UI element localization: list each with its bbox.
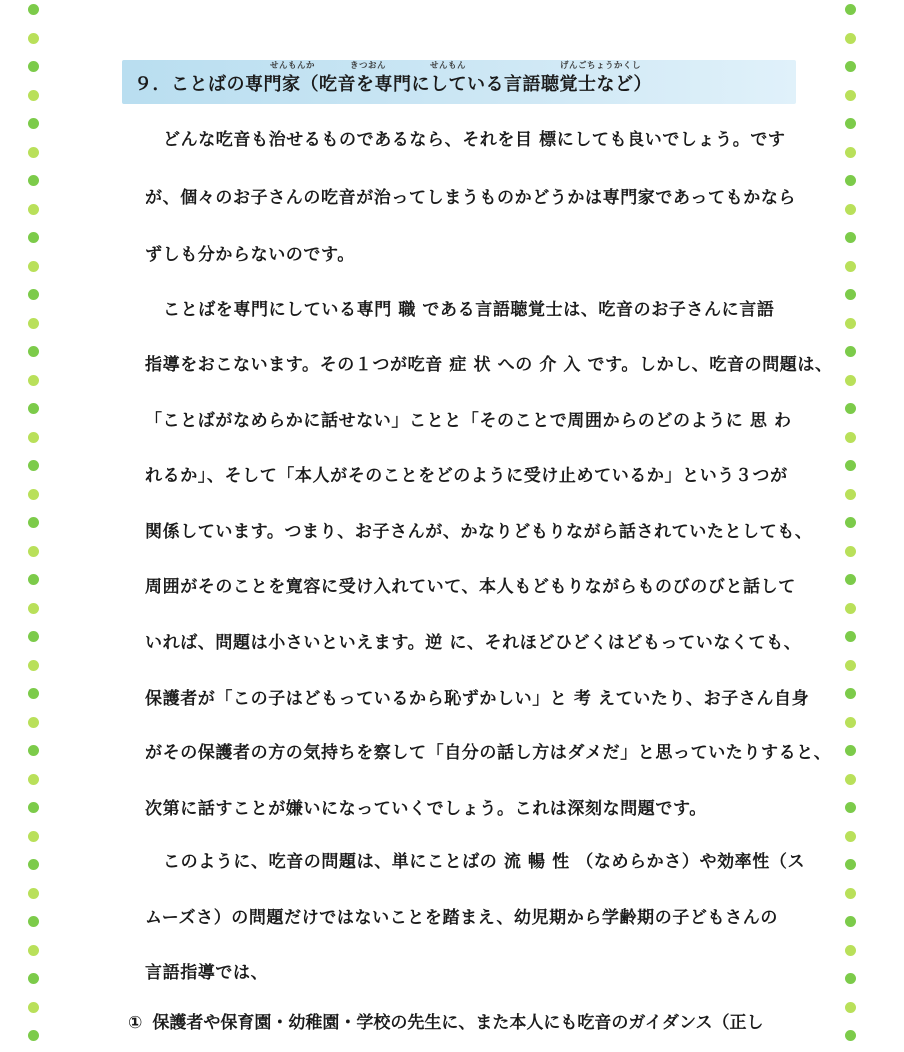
border-dot xyxy=(845,574,856,585)
border-dot xyxy=(845,33,856,44)
border-dot xyxy=(28,375,39,386)
border-dot xyxy=(845,546,856,557)
heading-furigana-0: せんもんか xyxy=(270,61,316,71)
border-dot xyxy=(28,774,39,785)
paragraph-1-line-8: がその保護者の方の気持ちを察して「自分の話し方はダメだ」と思っていたりすると、 xyxy=(145,743,832,763)
border-dot xyxy=(28,346,39,357)
paragraph-1-line-4: 関係しています。つまり、お子さんが、かなりどもりながら話されていたとしても、 xyxy=(145,522,813,542)
border-dot xyxy=(28,4,39,15)
paragraph-1-line-2: 「ことばがなめらかに話せない」ことと「そのことで周囲からのどのように 思 わ xyxy=(145,411,792,431)
border-dot xyxy=(28,118,39,129)
border-dot xyxy=(28,574,39,585)
heading-furigana-2: せんもん xyxy=(430,61,467,71)
border-dot xyxy=(845,460,856,471)
border-dot xyxy=(845,945,856,956)
left-dot-border xyxy=(28,0,42,1052)
list-item xyxy=(128,1008,764,1033)
border-dot xyxy=(28,1030,39,1041)
border-dot xyxy=(28,261,39,272)
border-dot xyxy=(28,717,39,728)
border-dot xyxy=(845,289,856,300)
border-dot xyxy=(845,61,856,72)
paragraph-1-line-6: いれば、問題は小さいといえます。逆 に、それほどひどくはどもっていなくても、 xyxy=(145,633,802,653)
border-dot xyxy=(845,916,856,927)
list-marker: ① xyxy=(128,1013,143,1033)
border-dot xyxy=(845,403,856,414)
border-dot xyxy=(28,232,39,243)
border-dot xyxy=(845,147,856,158)
border-dot xyxy=(845,261,856,272)
border-dot xyxy=(845,745,856,756)
border-dot xyxy=(28,688,39,699)
border-dot xyxy=(845,688,856,699)
border-dot xyxy=(845,859,856,870)
paragraph-1-line-0: ことばを専門にしている専門 職 である言語聴覚士は、吃音のお子さんに言語 xyxy=(163,300,775,320)
right-dot-border xyxy=(845,0,859,1052)
paragraph-1-line-3: れるか」、そして「本人がそのことをどのように受け止めているか」という３つが xyxy=(145,466,788,486)
border-dot xyxy=(845,489,856,500)
border-dot xyxy=(28,175,39,186)
paragraph-2-line-1: ムーズさ）の問題だけではないことを踏まえ、幼児期から学齢期の子どもさんの xyxy=(145,908,778,928)
border-dot xyxy=(845,175,856,186)
border-dot xyxy=(28,460,39,471)
border-dot xyxy=(845,774,856,785)
list-text: 保護者や保育園・幼稚園・学校の先生に、また本人にも吃音のガイダンス（正し xyxy=(152,1013,764,1033)
border-dot xyxy=(28,403,39,414)
paragraph-2-line-2: 言語指導では、 xyxy=(145,963,269,983)
border-dot xyxy=(28,831,39,842)
border-dot xyxy=(845,432,856,443)
border-dot xyxy=(28,916,39,927)
border-dot xyxy=(845,973,856,984)
paragraph-0-line-1: が、個々のお子さんの吃音が治ってしまうものかどうかは専門家であってもかなら xyxy=(145,188,797,208)
paragraph-1-line-5: 周囲がそのことを寛容に受け入れていて、本人もどもりながらものびのびと話して xyxy=(145,577,796,597)
border-dot xyxy=(28,289,39,300)
border-dot xyxy=(28,517,39,528)
border-dot xyxy=(28,603,39,614)
border-dot xyxy=(28,147,39,158)
border-dot xyxy=(28,1002,39,1013)
heading-furigana-3: げんごちょうかくし xyxy=(560,61,642,71)
paragraph-0-line-2: ずしも分からないのです。 xyxy=(145,245,355,265)
border-dot xyxy=(845,318,856,329)
border-dot xyxy=(845,631,856,642)
border-dot xyxy=(28,318,39,329)
border-dot xyxy=(28,859,39,870)
border-dot xyxy=(845,4,856,15)
border-dot xyxy=(845,831,856,842)
border-dot xyxy=(28,61,39,72)
border-dot xyxy=(845,118,856,129)
paragraph-1-line-7: 保護者が「この子はどもっているから恥ずかしい」と 考 えていたり、お子さん自身 xyxy=(145,689,810,709)
border-dot xyxy=(28,546,39,557)
border-dot xyxy=(845,802,856,813)
border-dot xyxy=(28,33,39,44)
border-dot xyxy=(28,432,39,443)
paragraph-1-line-1: 指導をおこないます。その１つが吃音 症 状 への 介 入 です。しかし、吃音の問題は、 xyxy=(145,355,833,375)
border-dot xyxy=(845,1002,856,1013)
border-dot xyxy=(28,945,39,956)
paragraph-1-line-9: 次第に話すことが嫌いになっていくでしょう。これは深刻な問題です。 xyxy=(145,799,707,819)
border-dot xyxy=(845,888,856,899)
paragraph-0-line-0: どんな吃音も治せるものであるなら、それを目 標にしても良いでしょう。です xyxy=(163,130,786,150)
border-dot xyxy=(845,375,856,386)
heading-furigana-1: きつおん xyxy=(350,61,387,71)
border-dot xyxy=(845,660,856,671)
border-dot xyxy=(845,717,856,728)
border-dot xyxy=(845,204,856,215)
border-dot xyxy=(28,802,39,813)
border-dot xyxy=(28,489,39,500)
border-dot xyxy=(28,745,39,756)
border-dot xyxy=(28,90,39,101)
border-dot xyxy=(845,90,856,101)
border-dot xyxy=(28,204,39,215)
border-dot xyxy=(845,517,856,528)
border-dot xyxy=(845,346,856,357)
section-heading: ９．ことばの専門家（吃音を専門にしている言語聴覚士など） xyxy=(134,74,652,95)
border-dot xyxy=(28,631,39,642)
border-dot xyxy=(28,973,39,984)
border-dot xyxy=(845,603,856,614)
paragraph-2-line-0: このように、吃音の問題は、単にことばの 流 暢 性 （なめらかさ）や効率性（ス xyxy=(163,852,806,872)
border-dot xyxy=(845,1030,856,1041)
border-dot xyxy=(28,660,39,671)
border-dot xyxy=(845,232,856,243)
border-dot xyxy=(28,888,39,899)
